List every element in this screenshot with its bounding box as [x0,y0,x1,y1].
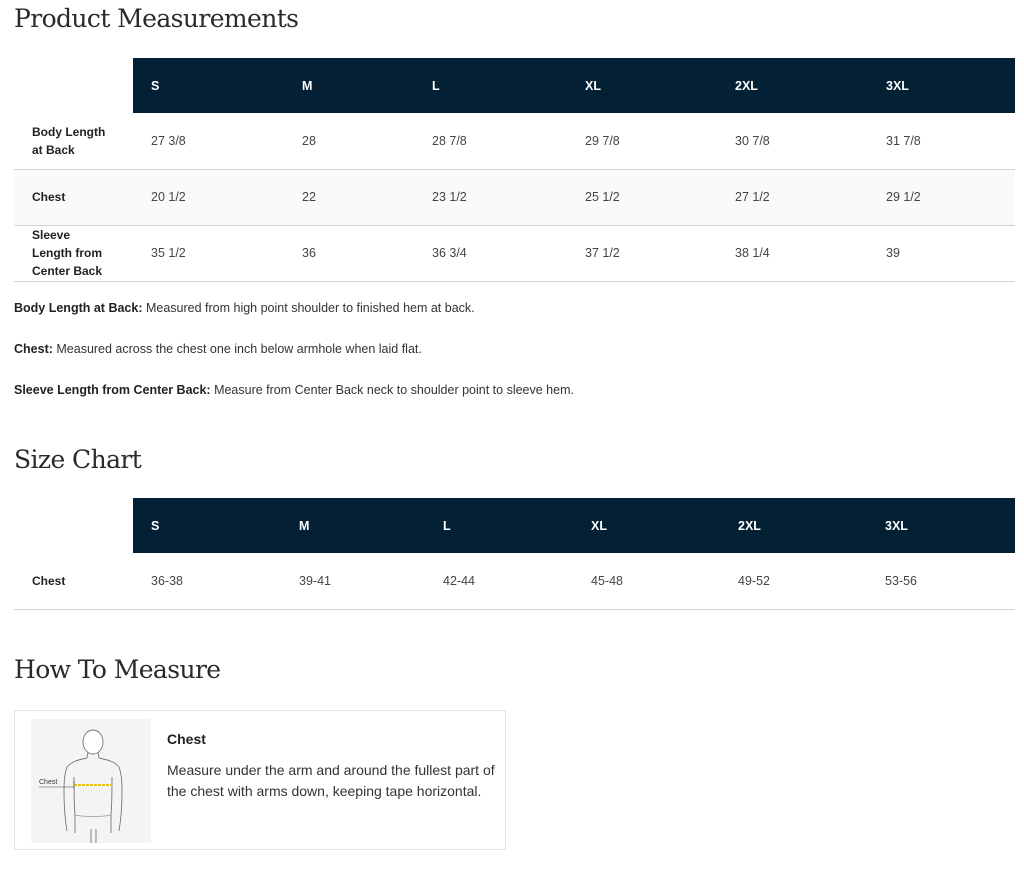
product-measurements-title: Product Measurements [14,4,299,33]
note-text: Measured from high point shoulder to finished hem at back. [142,301,475,315]
row-label-sleeve-length: Sleeve Length from Center Back [14,225,133,281]
card-heading: Chest [167,731,206,747]
table-cell: 45-48 [573,553,720,609]
table-cell: 37 1/2 [567,225,717,281]
size-header-2xl: 2XL [717,58,868,113]
table-cell: 20 1/2 [133,169,284,225]
table-cell: 53-56 [867,553,1015,609]
size-header-xl: XL [567,58,717,113]
table-corner-cell [14,498,133,553]
table-cell: 30 7/8 [717,113,868,169]
table-cell: 42-44 [425,553,573,609]
table-cell: 29 1/2 [868,169,1015,225]
table-row [14,225,1015,281]
note-text: Measured across the chest one inch below armhole when laid flat. [52,342,422,356]
size-header-l: L [425,498,573,553]
table-cell: 25 1/2 [567,169,717,225]
size-header-3xl: 3XL [867,498,1015,553]
note-sleeve-length [14,380,1014,421]
table-cell: 28 7/8 [414,113,567,169]
table-header-row [14,58,1015,113]
size-chart-table [14,498,1015,610]
size-header-2xl: 2XL [720,498,867,553]
table-cell: 35 1/2 [133,225,284,281]
how-to-measure-card [14,710,506,850]
size-header-3xl: 3XL [868,58,1015,113]
measurement-notes [14,298,1014,421]
table-corner-cell [14,58,133,113]
table-cell: 39 [868,225,1015,281]
table-header-row [14,498,1015,553]
table-cell: 36 3/4 [414,225,567,281]
table-cell: 49-52 [720,553,867,609]
note-text: Measure from Center Back neck to shoulder point to sleeve hem. [210,383,574,397]
table-cell: 23 1/2 [414,169,567,225]
table-cell: 36-38 [133,553,281,609]
row-label-chest: Chest [14,169,133,225]
size-header-xl: XL [573,498,720,553]
note-term: Sleeve Length from Center Back: [14,383,211,397]
card-description: Measure under the arm and around the fullest part of the chest with arms down, keeping tape horizontal. [167,762,495,799]
table-cell: 38 1/4 [717,225,868,281]
size-header-l: L [414,58,567,113]
table-row [14,113,1015,169]
note-chest [14,339,1014,380]
row-label-body-length: Body Length at Back [14,113,133,169]
table-cell: 28 [284,113,414,169]
table-row [14,169,1015,225]
table-cell: 27 1/2 [717,169,868,225]
size-header-s: S [133,58,284,113]
table-cell: 31 7/8 [868,113,1015,169]
table-cell: 22 [284,169,414,225]
size-header-m: M [284,58,414,113]
note-term: Chest: [14,342,53,356]
note-body-length [14,298,1014,339]
table-cell: 39-41 [281,553,425,609]
table-cell: 36 [284,225,414,281]
product-measurements-table [14,58,1015,282]
size-header-m: M [281,498,425,553]
table-cell: 29 7/8 [567,113,717,169]
table-cell: 27 3/8 [133,113,284,169]
how-to-measure-title: How To Measure [14,655,221,684]
row-label-chest: Chest [14,553,133,609]
figure-chest-label: Chest [39,779,58,786]
size-chart-title: Size Chart [14,445,142,474]
size-header-s: S [133,498,281,553]
table-row [14,553,1015,609]
torso-figure-icon [31,719,151,843]
note-term: Body Length at Back: [14,301,143,315]
